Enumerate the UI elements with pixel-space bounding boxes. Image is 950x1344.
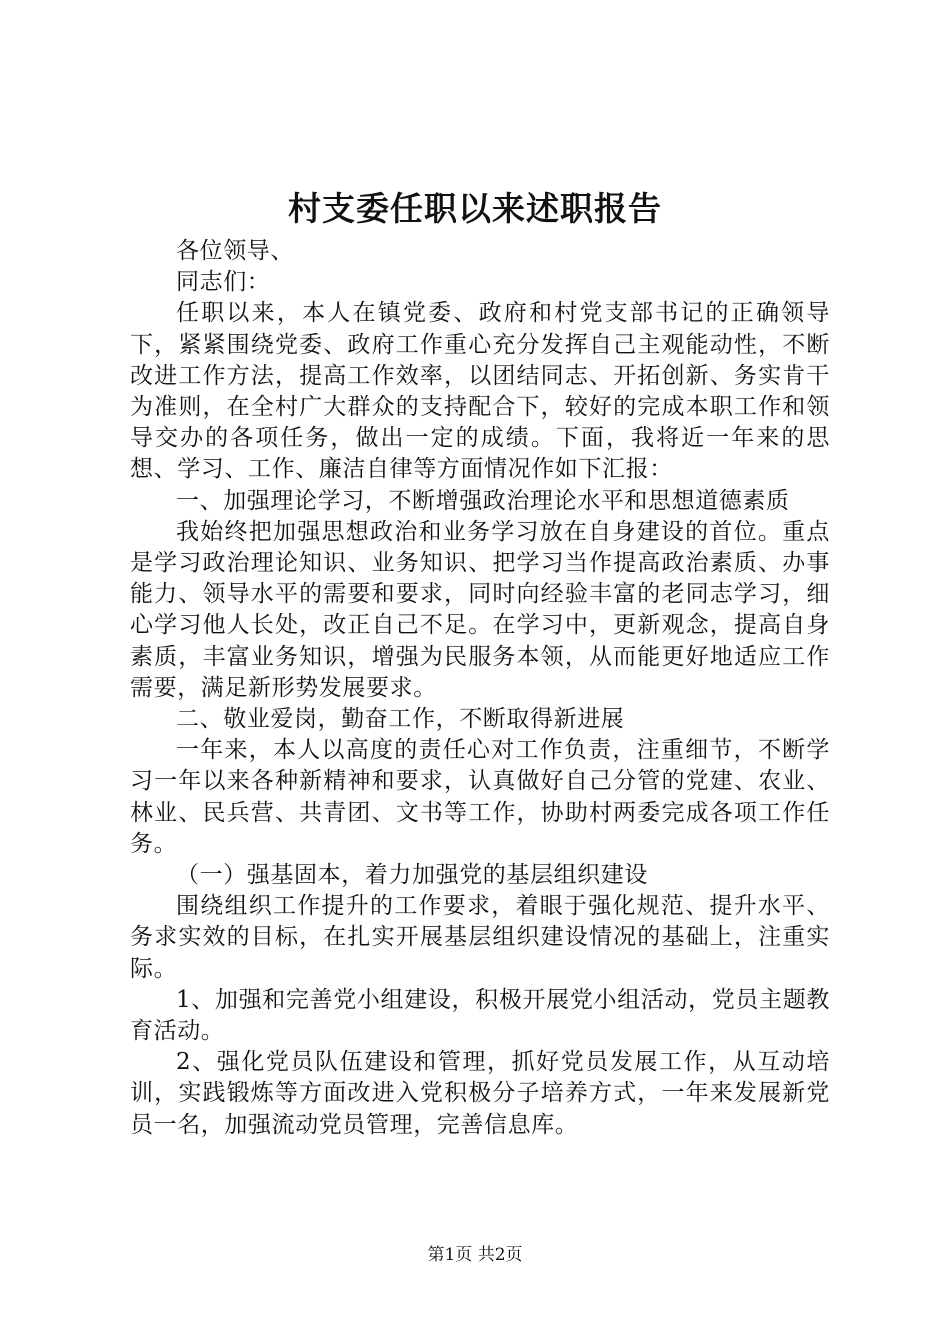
salutation-line-2: 同志们： (176, 269, 271, 296)
subsection-1-paragraph: 围绕组织工作提升的工作要求，着眼于强化规范、提升水平、务求实效的目标，在扎实开展基层组织建设情况的基础上，注重实际。 (130, 893, 830, 982)
list-item-2: 2、强化党员队伍建设和管理，抓好党员发展工作，从互动培训，实践锻炼等方面改进入党积极分子培养方式，一年来发展新党员一名，加强流动党员管理，完善信息库。 (130, 1049, 830, 1138)
list-item-1: 1、加强和完善党小组建设，积极开展党小组活动，党员主题教育活动。 (130, 986, 830, 1045)
page-number-footer: 第1页 共2页 (427, 1245, 523, 1265)
document-body (130, 236, 830, 1141)
section-2-paragraph: 一年来，本人以高度的责任心对工作负责，注重细节，不断学习一年以来各种新精神和要求，认真做好自己分管的党建、农业、林业、民兵营、共青团、文书等工作，协助村两委完成各项工作任务。 (130, 737, 830, 857)
document-title: 村支委任职以来述职报告 (288, 189, 662, 228)
subsection-heading-1: （一）强基固本，着力加强党的基层组织建设 (176, 862, 648, 889)
section-heading-2: 二、敬业爱岗，勤奋工作，不断取得新进展 (176, 706, 625, 733)
salutation-line-1: 各位领导、 (176, 238, 294, 264)
section-heading-1: 一、加强理论学习，不断增强政治理论水平和思想道德素质 (176, 487, 790, 514)
section-1-paragraph: 我始终把加强思想政治和业务学习放在自身建设的首位。重点是学习政治理论知识、业务知识、把学习当作提高政治素质、办事能力、领导水平的需要和要求，同时向经验丰富的老同志学习，细心学习他人长处，改正自己不足。在学习中，更新观念，提高自身素质，丰富业务知识，增强为民服务本领，从而能更好地适应工作需要，满足新形势发展要求。 (130, 518, 830, 701)
intro-paragraph: 任职以来，本人在镇党委、政府和村党支部书记的正确领导下，紧紧围绕党委、政府工作重心充分发挥自己主观能动性，不断改进工作方法，提高工作效率，以团结同志、开拓创新、务实肯干为准则，在全村广大群众的支持配合下，较好的完成本职工作和领导交办的各项任务，做出一定的成绩。下面，我将近一年来的思想、学习、工作、廉洁自律等方面情况作如下汇报： (130, 300, 830, 483)
